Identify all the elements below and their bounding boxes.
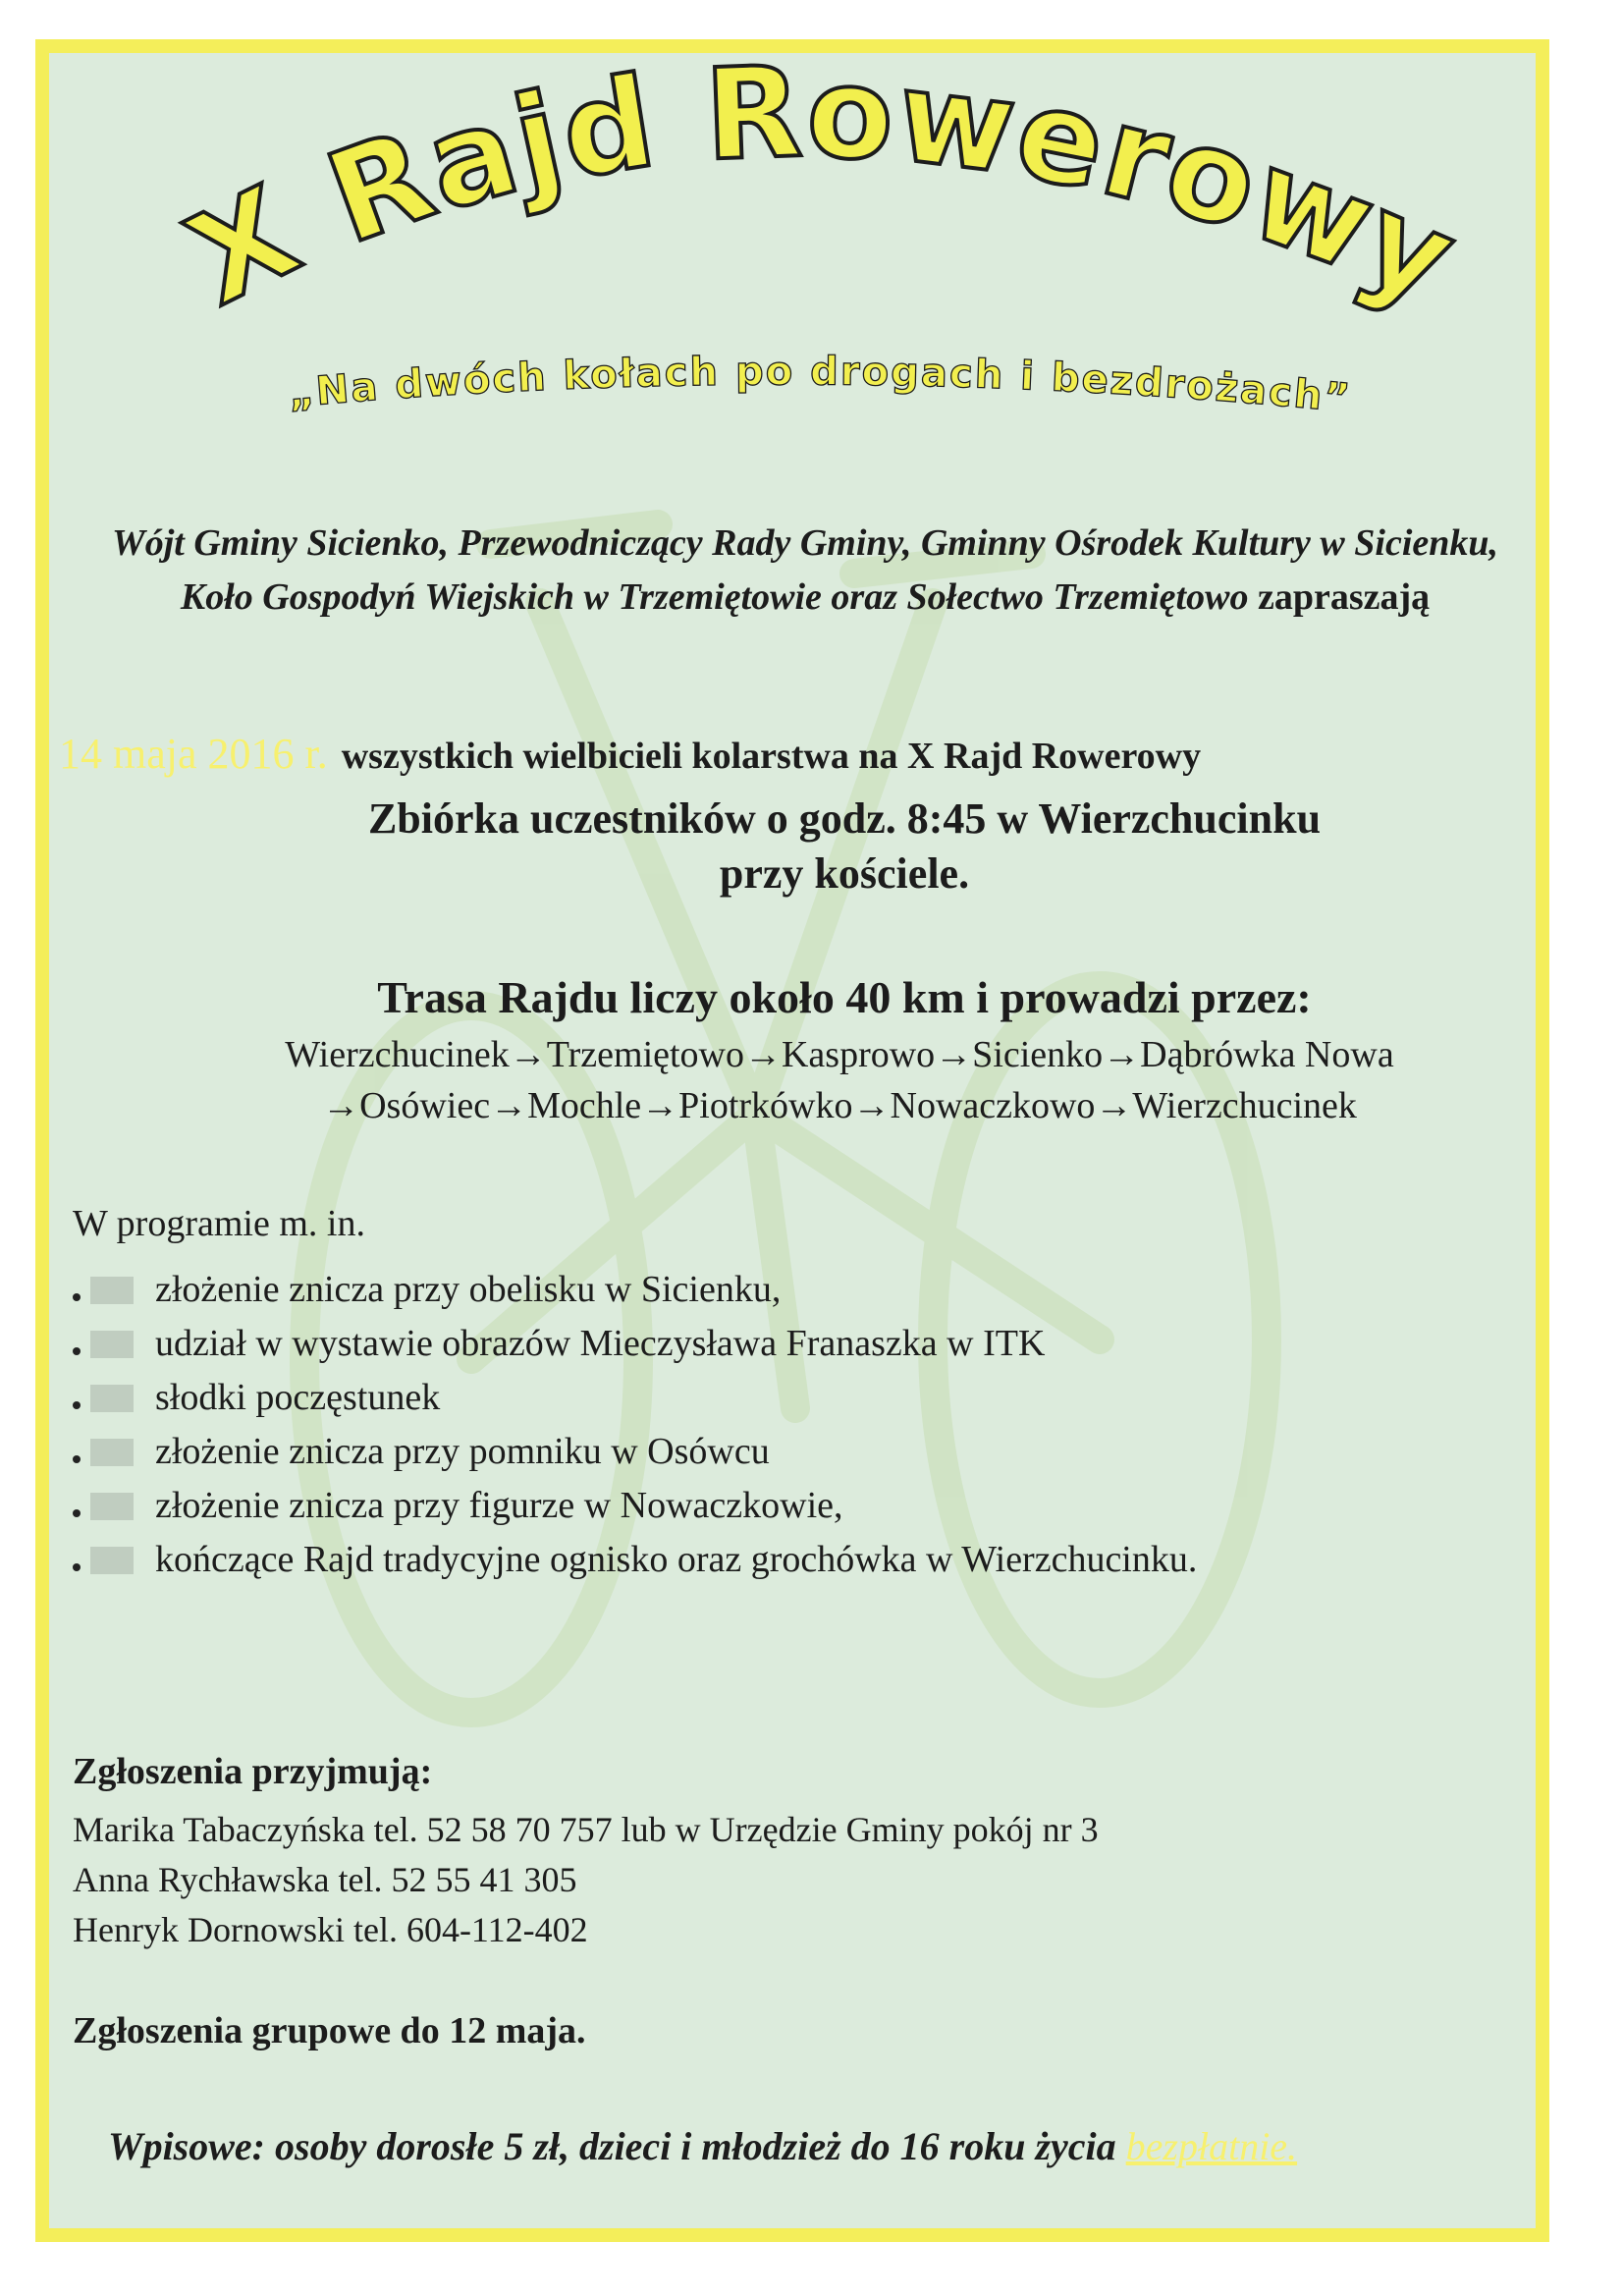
program-list (73, 1263, 1197, 1587)
list-item: złożenie znicza przy obelisku w Sicienku, (73, 1263, 1197, 1317)
gathering-info (147, 792, 1542, 902)
organizers-text: Wójt Gminy Sicienko, Przewodniczący Rady Gminy, Gminny Ośrodek Kultury w Sicienku, Koło Gospodyń Wiejskich w Trzemiętowie oraz Sołectwo Trzemiętowo (111, 522, 1499, 618)
list-item: złożenie znicza przy figurze w Nowaczkowie, (73, 1479, 1197, 1533)
date-line (49, 729, 1549, 779)
organizers (108, 517, 1502, 625)
list-item: udział w wystawie obrazów Mieczysława Franaszka w ITK (73, 1317, 1197, 1371)
contact-line: Henryk Dornowski tel. 604-112-402 (73, 1910, 588, 1949)
fee-text: Wpisowe: osoby dorosłe 5 zł, dzieci i młodzież do 16 roku życia (108, 2124, 1116, 2168)
route-heading: Trasa Rajdu liczy około 40 km i prowadzi przez: (377, 972, 1312, 1022)
contact-line: Marika Tabaczyńska tel. 52 58 70 757 lub w Urzędzie Gminy pokój nr 3 (73, 1810, 1099, 1849)
route-line-2: →Osówiec→Mochle→Piotrkówko→Nowaczkowo→Wierzchucinek (322, 1085, 1357, 1126)
gathering-line-1: Zbiórka uczestników o godz. 8:45 w Wierzchucinku (367, 794, 1322, 843)
contacts-heading: Zgłoszenia przyjmują: (73, 1751, 433, 1792)
bullet-icon (73, 1293, 81, 1301)
invite-text: zapraszają (1257, 576, 1431, 618)
title-graphic (49, 53, 1549, 485)
bullet-icon (73, 1509, 81, 1517)
contacts-list (73, 1805, 1099, 1955)
fee-free-highlight: bezpłatnie. (1125, 2124, 1298, 2168)
poster (35, 39, 1549, 2242)
bullet-icon (73, 1455, 81, 1463)
title-text: X Rajd Rowerowy (167, 53, 1477, 334)
bullet-icon (73, 1563, 81, 1571)
list-item: słodki poczęstunek (73, 1371, 1197, 1425)
program-heading: W programie m. in. (73, 1203, 365, 1244)
list-item: kończące Rajd tradycyjne ognisko oraz grochówka w Wierzchucinku. (73, 1533, 1197, 1587)
contact-line: Anna Rychławska tel. 52 55 41 305 (73, 1860, 577, 1899)
event-date: 14 maja 2016 r. (59, 730, 328, 778)
date-line-text: wszystkich wielbicieli kolarstwa na X Rajd Rowerowy (341, 736, 1202, 777)
gathering-line-2: przy kościele. (719, 849, 970, 898)
bullet-icon (73, 1347, 81, 1355)
subtitle-text: „Na dwóch kołach po drogach i bezdrożach” (286, 349, 1354, 422)
list-item: złożenie znicza przy pomniku w Osówcu (73, 1425, 1197, 1479)
group-registration-note: Zgłoszenia grupowe do 12 maja. (73, 2010, 586, 2051)
route-description (108, 1029, 1549, 1131)
route-line-1: Wierzchucinek→Trzemiętowo→Kasprowo→Sicienko→Dąbrówka Nowa (285, 1034, 1394, 1075)
bullet-icon (73, 1401, 81, 1409)
fee-info (108, 2123, 1297, 2169)
